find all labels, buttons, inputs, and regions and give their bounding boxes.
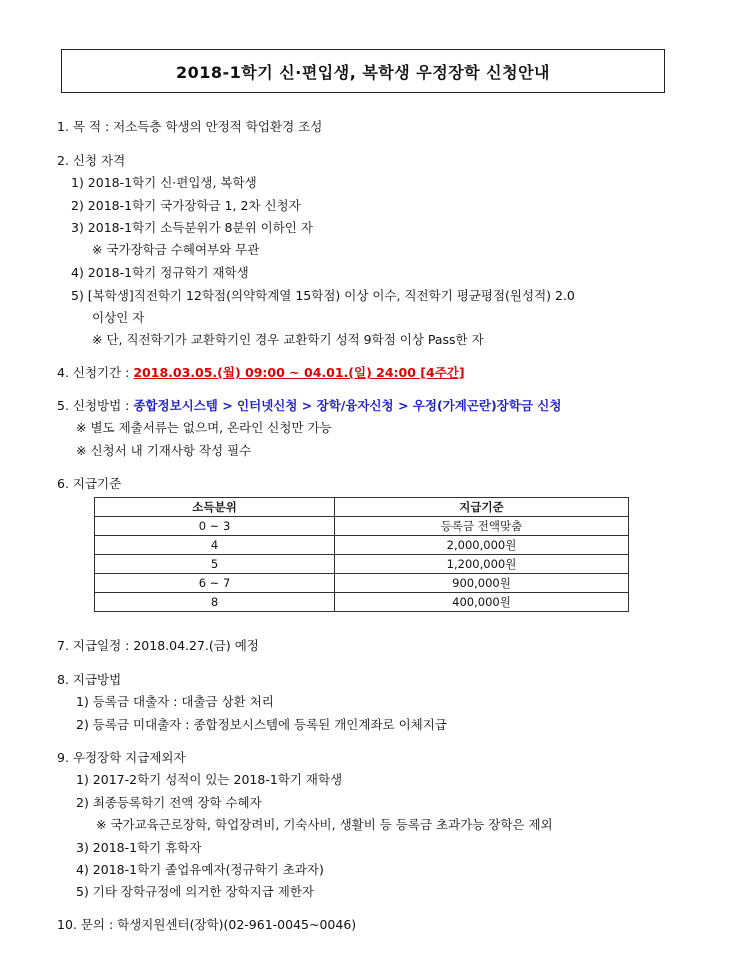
- exclusion-item: 1) 2017-2학기 성적이 있는 2018-1학기 재학생: [76, 772, 343, 787]
- eligibility-item-continued: 이상인 자: [92, 310, 145, 325]
- method-note: ※ 신청서 내 기재사항 작성 필수: [76, 443, 252, 458]
- table-header-row: [95, 498, 629, 517]
- section-schedule: 7. 지급일정 : 2018.04.27.(금) 예정: [57, 638, 259, 653]
- table-row: [95, 574, 629, 593]
- method-path: 종합정보시스템 > 인터넷신청 > 장학/융자신청 > 우정(가계곤란)장학금 신청: [133, 398, 562, 413]
- eligibility-note: ※ 국가장학금 수혜여부와 무관: [92, 242, 260, 257]
- table-header: 지급기준: [335, 498, 629, 517]
- exclusion-item: 5) 기타 장학규정에 의거한 장학지급 제한자: [76, 884, 314, 899]
- eligibility-item: 5) [복학생]직전학기 12학점(의약학계열 15학점) 이상 이수, 직전학기 평균평점(원성적) 2.0: [71, 288, 575, 303]
- table-cell: 2,000,000원: [335, 536, 629, 555]
- section-method: [57, 396, 561, 414]
- table-cell: 400,000원: [335, 593, 629, 612]
- eligibility-item: 3) 2018-1학기 소득분위가 8분위 이하인 자: [71, 220, 313, 235]
- eligibility-note: ※ 단, 직전학기가 교환학기인 경우 교환학기 성적 9학점 이상 Pass한 자: [92, 332, 484, 347]
- table-cell: 0 ~ 3: [95, 517, 335, 536]
- table-row: [95, 593, 629, 612]
- period-label: 4. 신청기간 :: [57, 365, 134, 380]
- payment-method-item: 1) 등록금 대출자 : 대출금 상환 처리: [76, 694, 274, 709]
- section-payment-method-heading: 8. 지급방법: [57, 672, 122, 687]
- eligibility-item: 4) 2018-1학기 정규학기 재학생: [71, 265, 249, 280]
- eligibility-item: 2) 2018-1학기 국가장학금 1, 2차 신청자: [71, 198, 301, 213]
- table-cell: 6 ~ 7: [95, 574, 335, 593]
- section-eligibility-heading: 2. 신청 자격: [57, 153, 126, 168]
- section-purpose: 1. 목 적 : 저소득층 학생의 안정적 학업환경 조성: [57, 119, 323, 134]
- exclusion-item: 3) 2018-1학기 휴학자: [76, 840, 202, 855]
- exclusion-note: ※ 국가교육근로장학, 학업장려비, 기숙사비, 생활비 등 등록금 초과가능 장학은 제외: [96, 817, 553, 832]
- section-payment-criteria-heading: 6. 지급기준: [57, 476, 122, 491]
- method-note: ※ 별도 제출서류는 없으며, 온라인 신청만 가능: [76, 420, 332, 435]
- section-period: [57, 363, 465, 381]
- eligibility-item: 1) 2018-1학기 신·편입생, 복학생: [71, 175, 257, 190]
- method-label: 5. 신청방법 :: [57, 398, 134, 413]
- exclusion-item: 2) 최종등록학기 전액 장학 수혜자: [76, 795, 262, 810]
- period-value: 2018.03.05.(월) 09:00 ~ 04.01.(일) 24:00 [4주간]: [133, 365, 465, 380]
- section-contact: 10. 문의 : 학생지원센터(장학)(02-961-0045~0046): [57, 917, 357, 932]
- table-cell: 900,000원: [335, 574, 629, 593]
- table-header: 소득분위: [95, 498, 335, 517]
- table-cell: 8: [95, 593, 335, 612]
- table-cell: 4: [95, 536, 335, 555]
- section-exclusion-heading: 9. 우정장학 지급제외자: [57, 750, 186, 765]
- table-row: [95, 536, 629, 555]
- table-cell: 등록금 전액맞춤: [335, 517, 629, 536]
- table-cell: 1,200,000원: [335, 555, 629, 574]
- table-row: [95, 517, 629, 536]
- table-cell: 5: [95, 555, 335, 574]
- payment-method-item: 2) 등록금 미대출자 : 종합정보시스템에 등록된 개인계좌로 이체지급: [76, 717, 447, 732]
- payment-criteria-table: [94, 497, 629, 612]
- page-title: 2018-1학기 신·편입생, 복학생 우정장학 신청안내: [61, 49, 665, 93]
- exclusion-item: 4) 2018-1학기 졸업유예자(정규학기 초과자): [76, 862, 324, 877]
- table-row: [95, 555, 629, 574]
